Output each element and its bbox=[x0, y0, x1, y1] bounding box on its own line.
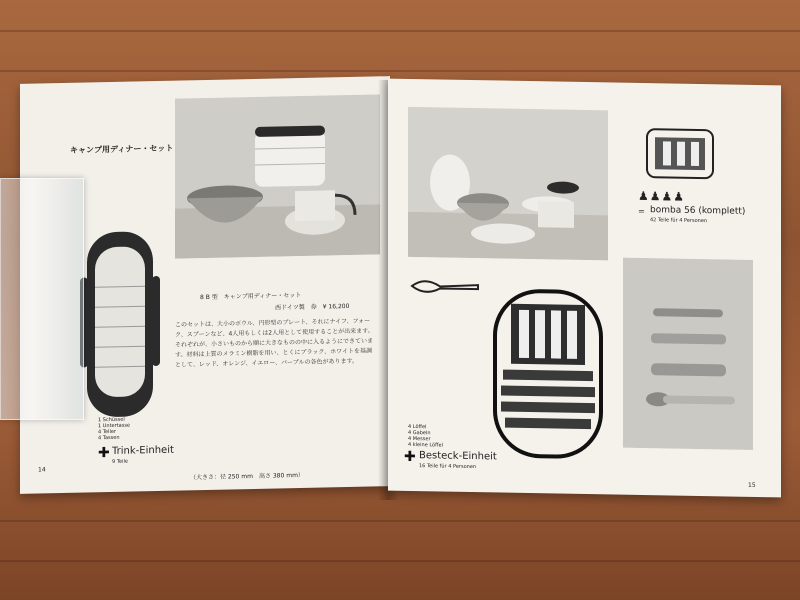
legend-item: 1 Untertasse bbox=[98, 422, 131, 430]
legend-list-right bbox=[408, 424, 443, 449]
body-text: このセットは、大小のボウル、円形型のプレート、それにナイフ、フォーク、スプーンなど、4人用もしくは2人用として使用することが出来ます。それぞれが、小さいものから順に大きなものの中に入るようにできています。材料は上質のメラミン樹脂を用い、とくにブラック、ホワイトを基調として、レッド、オレンジ、イエロー、パープルの各色があります。 bbox=[175, 317, 374, 369]
legend-item: 1 Schüssel bbox=[98, 416, 125, 424]
brand-trink: Trink-Einheit bbox=[112, 444, 174, 457]
product-photo-stacked-set bbox=[75, 226, 165, 423]
legend-item: 4 Tassen bbox=[98, 434, 120, 442]
product-photo-dinner-set bbox=[175, 94, 380, 258]
wood-grain bbox=[0, 560, 800, 562]
page-number-right: 15 bbox=[748, 481, 756, 489]
photo-open-set bbox=[408, 107, 608, 260]
photo-dinner-set bbox=[175, 94, 380, 258]
brand-besteck-sub: 16 Teile für 4 Personen bbox=[419, 463, 477, 471]
brand-bomba-sub: 42 Teile für 4 Personen bbox=[650, 217, 708, 225]
caption-head: 8 B 型 キャンプ用ディナー・セット bbox=[200, 291, 302, 302]
people-icon: ♟♟♟♟ bbox=[638, 188, 686, 204]
line-drawing-spoon bbox=[410, 274, 480, 300]
equals-icon: ＝ bbox=[638, 207, 645, 217]
product-photo-open-set bbox=[408, 107, 608, 260]
caption-origin: 西ドイツ製 券 ¥ 16,200 bbox=[275, 302, 350, 312]
right-page bbox=[388, 79, 781, 498]
photo-cutlery bbox=[623, 258, 753, 450]
acrylic-block bbox=[0, 178, 84, 420]
brand-trink-sub: 9 Teile bbox=[112, 458, 128, 465]
legend-item: 4 Gabeln bbox=[408, 429, 431, 437]
photo-stacked-set bbox=[75, 226, 165, 423]
drawing-cutaway bbox=[483, 285, 613, 462]
legend-item: 4 Löffel bbox=[408, 423, 427, 431]
wood-grain bbox=[0, 30, 800, 32]
legend-item: 4 kleine Löffel bbox=[408, 441, 444, 449]
legend-list bbox=[98, 417, 130, 442]
page-number-left: 14 bbox=[38, 466, 46, 474]
cross-icon: ✚ bbox=[404, 448, 416, 466]
cross-icon: ✚ bbox=[98, 444, 110, 462]
dimensions: （大きさ：径 250 mm 高さ 380 mm） bbox=[190, 471, 304, 482]
wood-grain bbox=[0, 70, 800, 72]
legend-item: 4 Teller bbox=[98, 428, 116, 436]
drawing-bomba-top bbox=[643, 123, 719, 184]
line-drawing-cutaway bbox=[483, 285, 613, 462]
line-drawing-bomba bbox=[643, 123, 719, 184]
brand-bomba: bomba 56 (komplett) bbox=[650, 205, 746, 217]
drawing-spoon bbox=[410, 274, 480, 300]
wood-grain bbox=[0, 520, 800, 522]
legend-item: 4 Messer bbox=[408, 435, 431, 443]
page-title: キャンプ用ディナー・セット bbox=[70, 143, 174, 155]
product-photo-cutlery bbox=[623, 258, 753, 450]
brand-besteck: Besteck-Einheit bbox=[419, 450, 497, 463]
